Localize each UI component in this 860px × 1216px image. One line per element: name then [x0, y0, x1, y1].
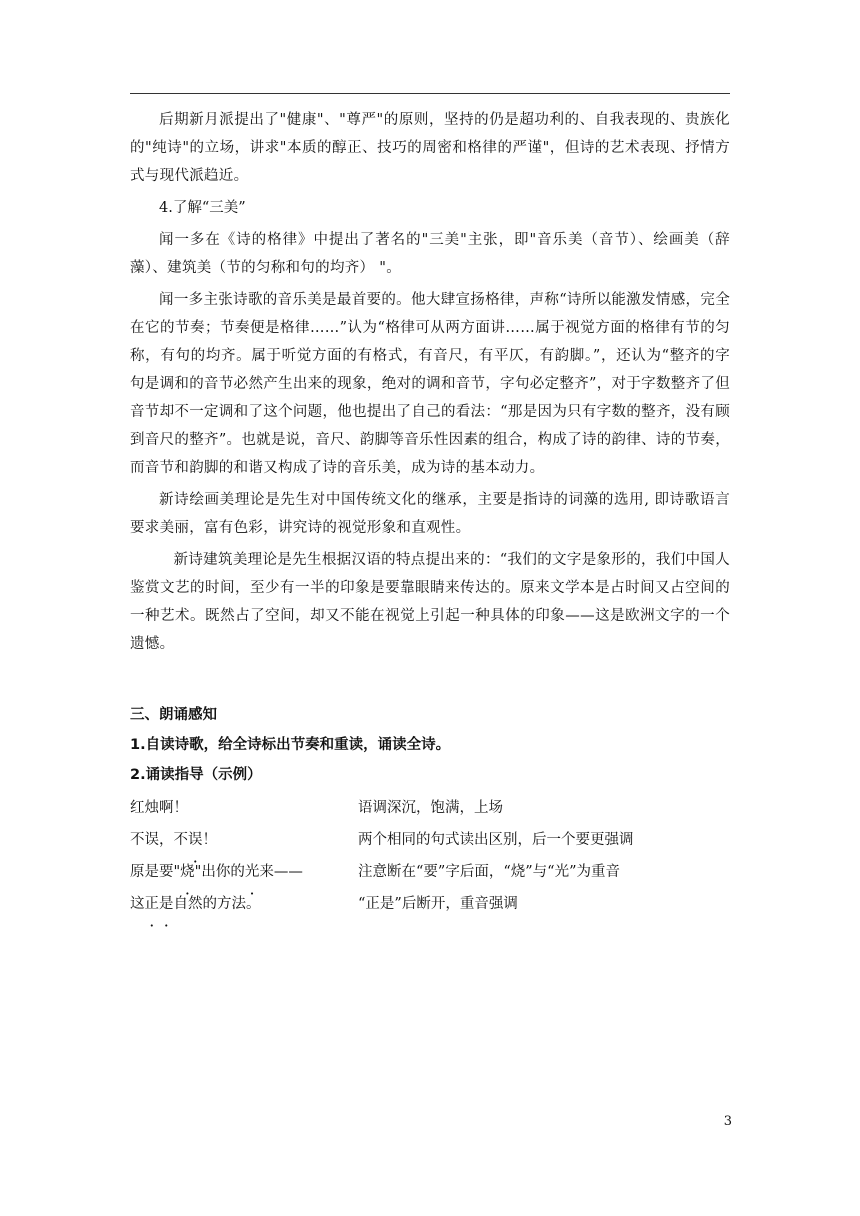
line-text: 来——	[259, 864, 303, 880]
guide-line	[130, 888, 358, 920]
paragraph-architecture-beauty: 新诗建筑美理论是先生根据汉语的特点提出来的：“我们的文字是象形的，我们中国人鉴赏文艺的时间，至少有一半的印象是要靠眼睛来传达的。原来文学本是占时间又占空间的一种艺术。既然占了空间，却又不能在视觉上引起一种具体的印象——这是欧洲文字的一个遗憾。	[130, 552, 730, 652]
stress-mark: 光	[244, 864, 260, 880]
guide-line	[130, 824, 358, 856]
header-rule	[130, 93, 730, 94]
paragraph-new-moon: 后期新月派提出了"健康"、"尊严"的原则，坚持的仍是超功利的、自我表现的、贵族化的"纯诗"的立场，讲求"本质的醇正、技巧的周密和格律的严谨"，但诗的艺术表现、抒情方式与现代派趋近。	[130, 112, 730, 184]
paragraph-three-beauties: 闻一多在《诗的格律》中提出了著名的"三美"主张，即"音乐美（音节）、绘画美（辞藻）、建筑美（节的匀称和句的均齐） "。	[130, 232, 730, 276]
line-text: "出你的	[194, 864, 245, 880]
guide-line	[130, 856, 358, 888]
line-text: ！	[202, 832, 217, 848]
section-gap	[130, 662, 730, 702]
guide-line: 红烛啊！	[130, 800, 188, 816]
line-text: 原是要"	[130, 864, 181, 880]
recitation-guide	[130, 792, 730, 920]
stress-mark: 误	[188, 832, 203, 848]
line-text: 不误，不	[130, 832, 188, 848]
paragraph-painting-beauty: 新诗绘画美理论是先生对中国传统文化的继承，主要是指诗的词藻的选用, 即诗歌语言要求美丽，富有色彩，讲究诗的视觉形象和直观性。	[130, 492, 730, 536]
guide-note: 两个相同的句式读出区别，后一个要更强调	[358, 832, 634, 848]
guide-note: 注意断在“要”字后面，“烧”与“光”为重音	[358, 864, 620, 880]
stress-mark: 正	[144, 896, 159, 912]
document-body	[130, 106, 730, 920]
guide-row	[130, 856, 730, 888]
guide-row	[130, 792, 730, 824]
subheading-three-beauties: 4.了解“三美”	[159, 200, 246, 216]
guide-note: 语调深沉，饱满，上场	[358, 800, 503, 816]
section-item-2: 2.诵读指导（示例）	[130, 767, 262, 783]
line-text: 这	[130, 896, 145, 912]
guide-note: “正是”后断开，重音强调	[358, 896, 518, 912]
line-text: 自然的方法。	[173, 896, 261, 912]
stress-mark: 烧	[180, 864, 195, 880]
section-item-1: 1.自读诗歌，给全诗标出节奏和重读，诵读全诗。	[130, 737, 451, 753]
page-number: 3	[723, 1114, 732, 1129]
stress-mark: 是	[159, 896, 174, 912]
paragraph-music-beauty: 闻一多主张诗歌的音乐美是最首要的。他大肆宣扬格律，声称“诗所以能激发情感，完全在它的节奏；节奏便是格律……”认为“格律可从两方面讲……属于视觉方面的格律有节的匀称，有句的均齐。属于听觉方面的有格式，有音尺，有平仄，有韵脚。”，还认为“整齐的字句是调和的音节必然产生出来的现象，绝对的调和音节，字句必定整齐”，对于字数整齐了但音节却不一定调和了这个问题，他也提出了自己的看法：“那是因为只有字数的整齐，没有顾到音尺的整齐”。也就是说，音尺、韵脚等音乐性因素的组合，构成了诗的韵律、诗的节奏，而音节和韵脚的和谐又构成了诗的音乐美，成为诗的基本动力。	[130, 292, 730, 476]
guide-row	[130, 888, 730, 920]
section-title: 三、朗诵感知	[130, 707, 217, 723]
guide-row	[130, 824, 730, 856]
